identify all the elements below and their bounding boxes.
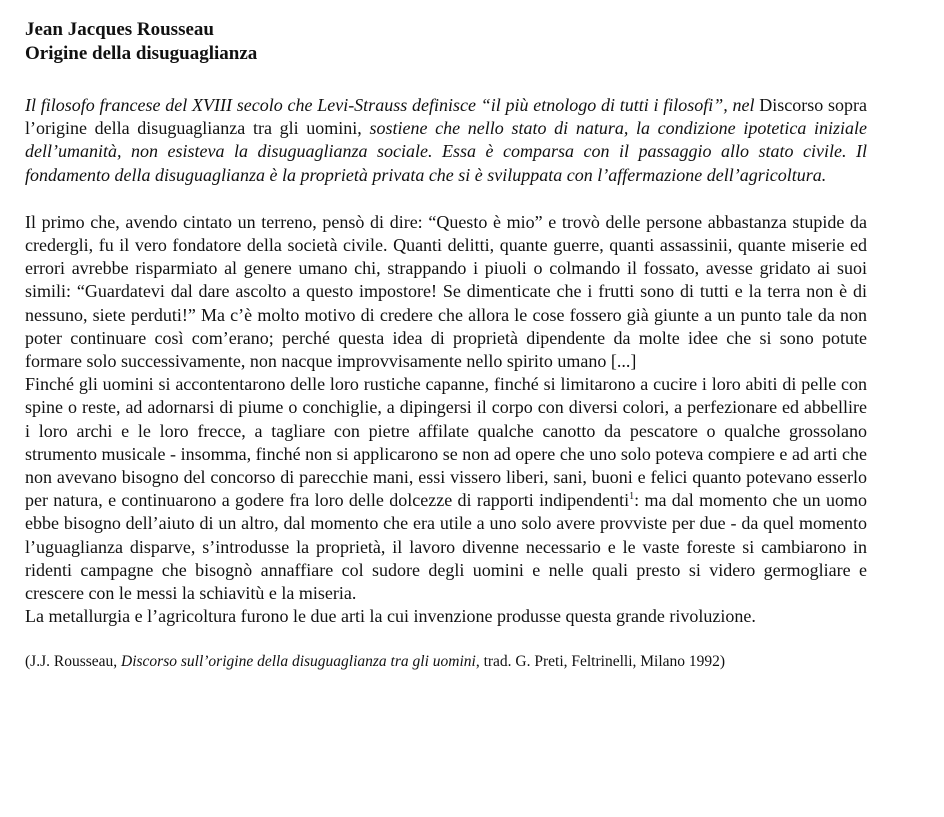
intro-paragraph <box>25 94 867 187</box>
passage-paragraph-2 <box>25 373 867 605</box>
author-heading: Jean Jacques Rousseau <box>25 19 214 40</box>
footnote-marker: 1 <box>629 491 635 503</box>
intro-text-start: Il filosofo francese del XVIII secolo che Levi-Strauss definisce “il più etnologo di tutti i filosofi”, nel <box>25 95 755 115</box>
document-title: Origine della disuguaglianza <box>25 43 258 64</box>
passage-paragraph-1: Il primo che, avendo cintato un terreno, pensò di dire: “Questo è mio” e trovò delle persone abbastanza stupide da credergli, fu il vero fondatore della società civile. Quanti delitti, quante guerre, quanti assassinii, quante miserie ed errori avrebbe risparmiato al genere umano chi, strappando i piuoli o colmando il fossato, avesse gridato ai suoi simili: “Guardatevi dal dare ascolto a questo impostore! Se dimenticate che i frutti sono di tutti e la terra non è di nessuno, siete perduti!” Ma c’è molto motivo di credere che allora le cose fossero già giunte a un punto tale da non poter continuare così com’erano; perché questa idea di proprietà dipendente da molte idee che si sono potute formare solo successivamente, non nacque improvvisamente nello spirito umano [...] <box>25 211 867 372</box>
passage-paragraph-3: La metallurgia e l’agricoltura furono le due arti la cui invenzione produsse questa grande rivoluzione. <box>25 606 756 627</box>
passage-paragraph-2-end: : ma dal momento che un uomo ebbe bisogno dell’aiuto di un altro, dal momento che era utile a uno solo avere provviste per due - da quel momento l’uguaglianza disparve, s’introdusse la proprietà, il lavoro divenne necessario e le vaste foreste si cambiarono in ridenti campagne che bisognò annaffiare col sudore degli uomini e nelle quali presto si videro germogliare e crescere con le messi la schiavitù e la miseria. <box>25 490 868 604</box>
citation-suffix: , trad. G. Preti, Feltrinelli, Milano 1992) <box>475 653 726 671</box>
document-page <box>25 18 867 672</box>
passage-paragraph-2-start: Finché gli uomini si accontentarono delle loro rustiche capanne, finché si limitarono a cucire i loro abiti di pelle con spine o reste, ad adornarsi di piume o conchiglie, a dipingersi il corpo con diversi colori, a perfezionare ed abbellire i loro archi e le loro frecce, a tagliare con pietre affilate qualche canotto da pescatore o qualche grossolano strumento musicale - insomma, finché non si applicarono se non ad opere che uno solo poteva compiere e ad arti che non avevano bisogno del concorso di parecchie mani, essi vissero liberi, sani, buoni e felici quanto potevano esserlo per natura, e continuarono a godere fra loro delle dolcezze di rapporti indipendenti <box>25 374 867 511</box>
intro-text-end: sostiene che nello stato di natura, la condizione ipotetica iniziale dell’umanità, non esisteva la disuguaglianza sociale. Essa è comparsa con il passaggio allo stato civile. Il fondamento della disuguaglianza è la proprietà privata che si è sviluppata con l’affermazione dell’agricoltura. <box>25 118 867 185</box>
intro-work-title: Discorso sopra l’origine della disuguaglianza tra gli uomini, <box>25 95 868 139</box>
citation-work-title: Discorso sull’origine della disuguaglianza tra gli uomini <box>121 653 476 671</box>
quoted-passage <box>25 211 867 629</box>
source-citation <box>25 652 867 672</box>
citation-prefix: (J.J. Rousseau, <box>25 653 122 671</box>
